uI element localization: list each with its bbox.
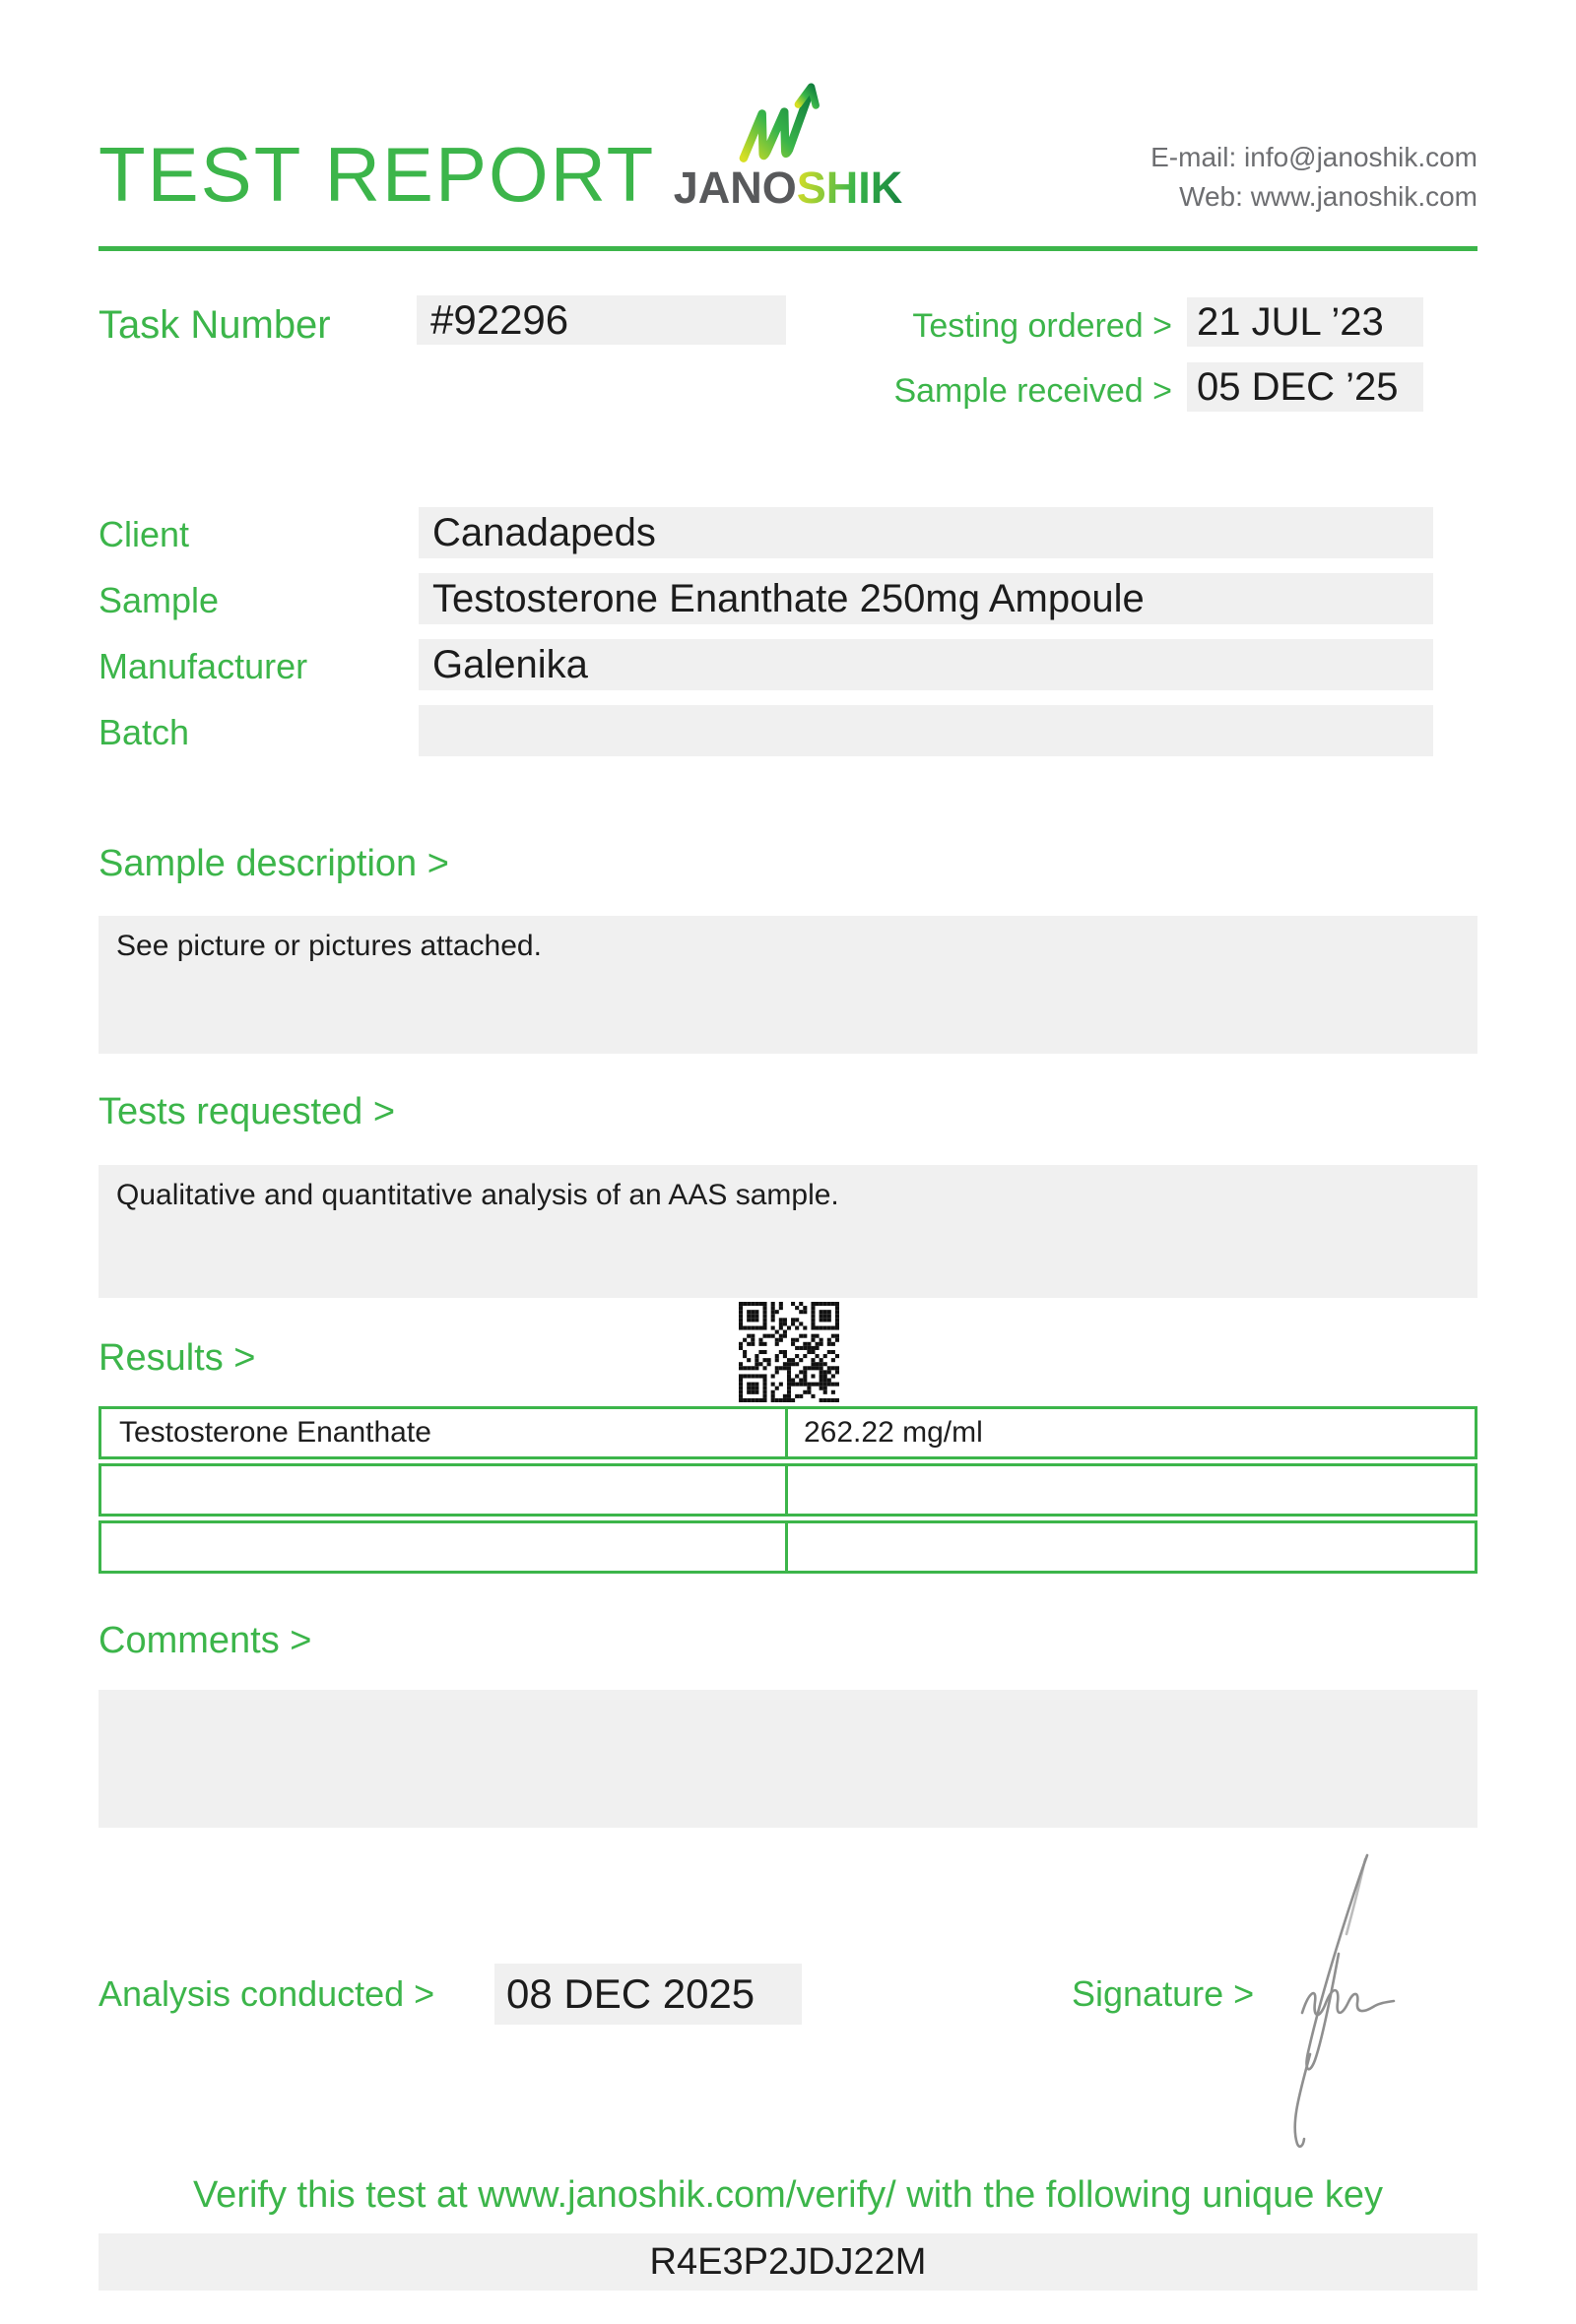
task-number-label: Task Number bbox=[98, 303, 331, 347]
contact-block bbox=[886, 138, 1478, 217]
comments-heading: Comments > bbox=[98, 1620, 312, 1661]
testing-ordered-value: 21 JUL ’23 bbox=[1187, 297, 1423, 347]
sample-value: Testosterone Enanthate 250mg Ampoule bbox=[419, 573, 1433, 624]
result-substance: Testosterone Enanthate bbox=[101, 1409, 788, 1456]
handwritten-signature bbox=[1243, 1843, 1428, 2153]
results-table-row bbox=[98, 1463, 1478, 1517]
analysis-conducted-label: Analysis conducted > bbox=[98, 1973, 435, 2014]
sample-received-label: Sample received > bbox=[893, 372, 1172, 410]
header-divider bbox=[98, 246, 1478, 251]
tests-requested-box: Qualitative and quantitative analysis of an AAS sample. bbox=[98, 1165, 1478, 1298]
client-label: Client bbox=[98, 514, 190, 554]
manufacturer-label: Manufacturer bbox=[98, 646, 308, 686]
sample-description-box: See picture or pictures attached. bbox=[98, 916, 1478, 1054]
batch-value bbox=[419, 705, 1433, 756]
result-substance bbox=[101, 1523, 788, 1571]
logo-shik-text: SHIK bbox=[796, 162, 903, 213]
result-concentration bbox=[788, 1523, 1475, 1571]
testing-ordered-label: Testing ordered > bbox=[912, 307, 1172, 345]
sample-label: Sample bbox=[98, 580, 220, 620]
results-table-row bbox=[98, 1406, 1478, 1459]
comments-box bbox=[98, 1690, 1478, 1828]
logo-jano-text: JANO bbox=[673, 162, 797, 213]
manufacturer-value: Galenika bbox=[419, 639, 1433, 690]
logo-chart-icon bbox=[737, 75, 839, 167]
verify-key: R4E3P2JDJ22M bbox=[98, 2233, 1478, 2291]
task-number-value: #92296 bbox=[417, 295, 786, 345]
results-heading: Results > bbox=[98, 1337, 256, 1379]
batch-label: Batch bbox=[98, 712, 190, 752]
sample-received-value: 05 DEC ’25 bbox=[1187, 362, 1423, 412]
verification-qr-code bbox=[739, 1302, 839, 1402]
tests-requested-heading: Tests requested > bbox=[98, 1091, 396, 1132]
result-substance bbox=[101, 1466, 788, 1514]
report-title: TEST REPORT bbox=[98, 131, 656, 218]
logo-wordmark bbox=[650, 162, 926, 213]
signature-label: Signature > bbox=[1072, 1973, 1255, 2014]
client-value: Canadapeds bbox=[419, 507, 1433, 558]
email-line: E-mail: info@janoshik.com bbox=[1150, 142, 1478, 172]
sample-description-heading: Sample description > bbox=[98, 843, 449, 884]
analysis-conducted-value: 08 DEC 2025 bbox=[494, 1964, 802, 2025]
result-concentration: 262.22 mg/ml bbox=[804, 1416, 983, 1449]
verify-instruction: Verify this test at www.janoshik.com/verify/ with the following unique key bbox=[192, 2174, 1384, 2216]
results-table-row bbox=[98, 1520, 1478, 1574]
result-concentration bbox=[788, 1466, 1475, 1514]
web-line: Web: www.janoshik.com bbox=[1179, 181, 1478, 212]
